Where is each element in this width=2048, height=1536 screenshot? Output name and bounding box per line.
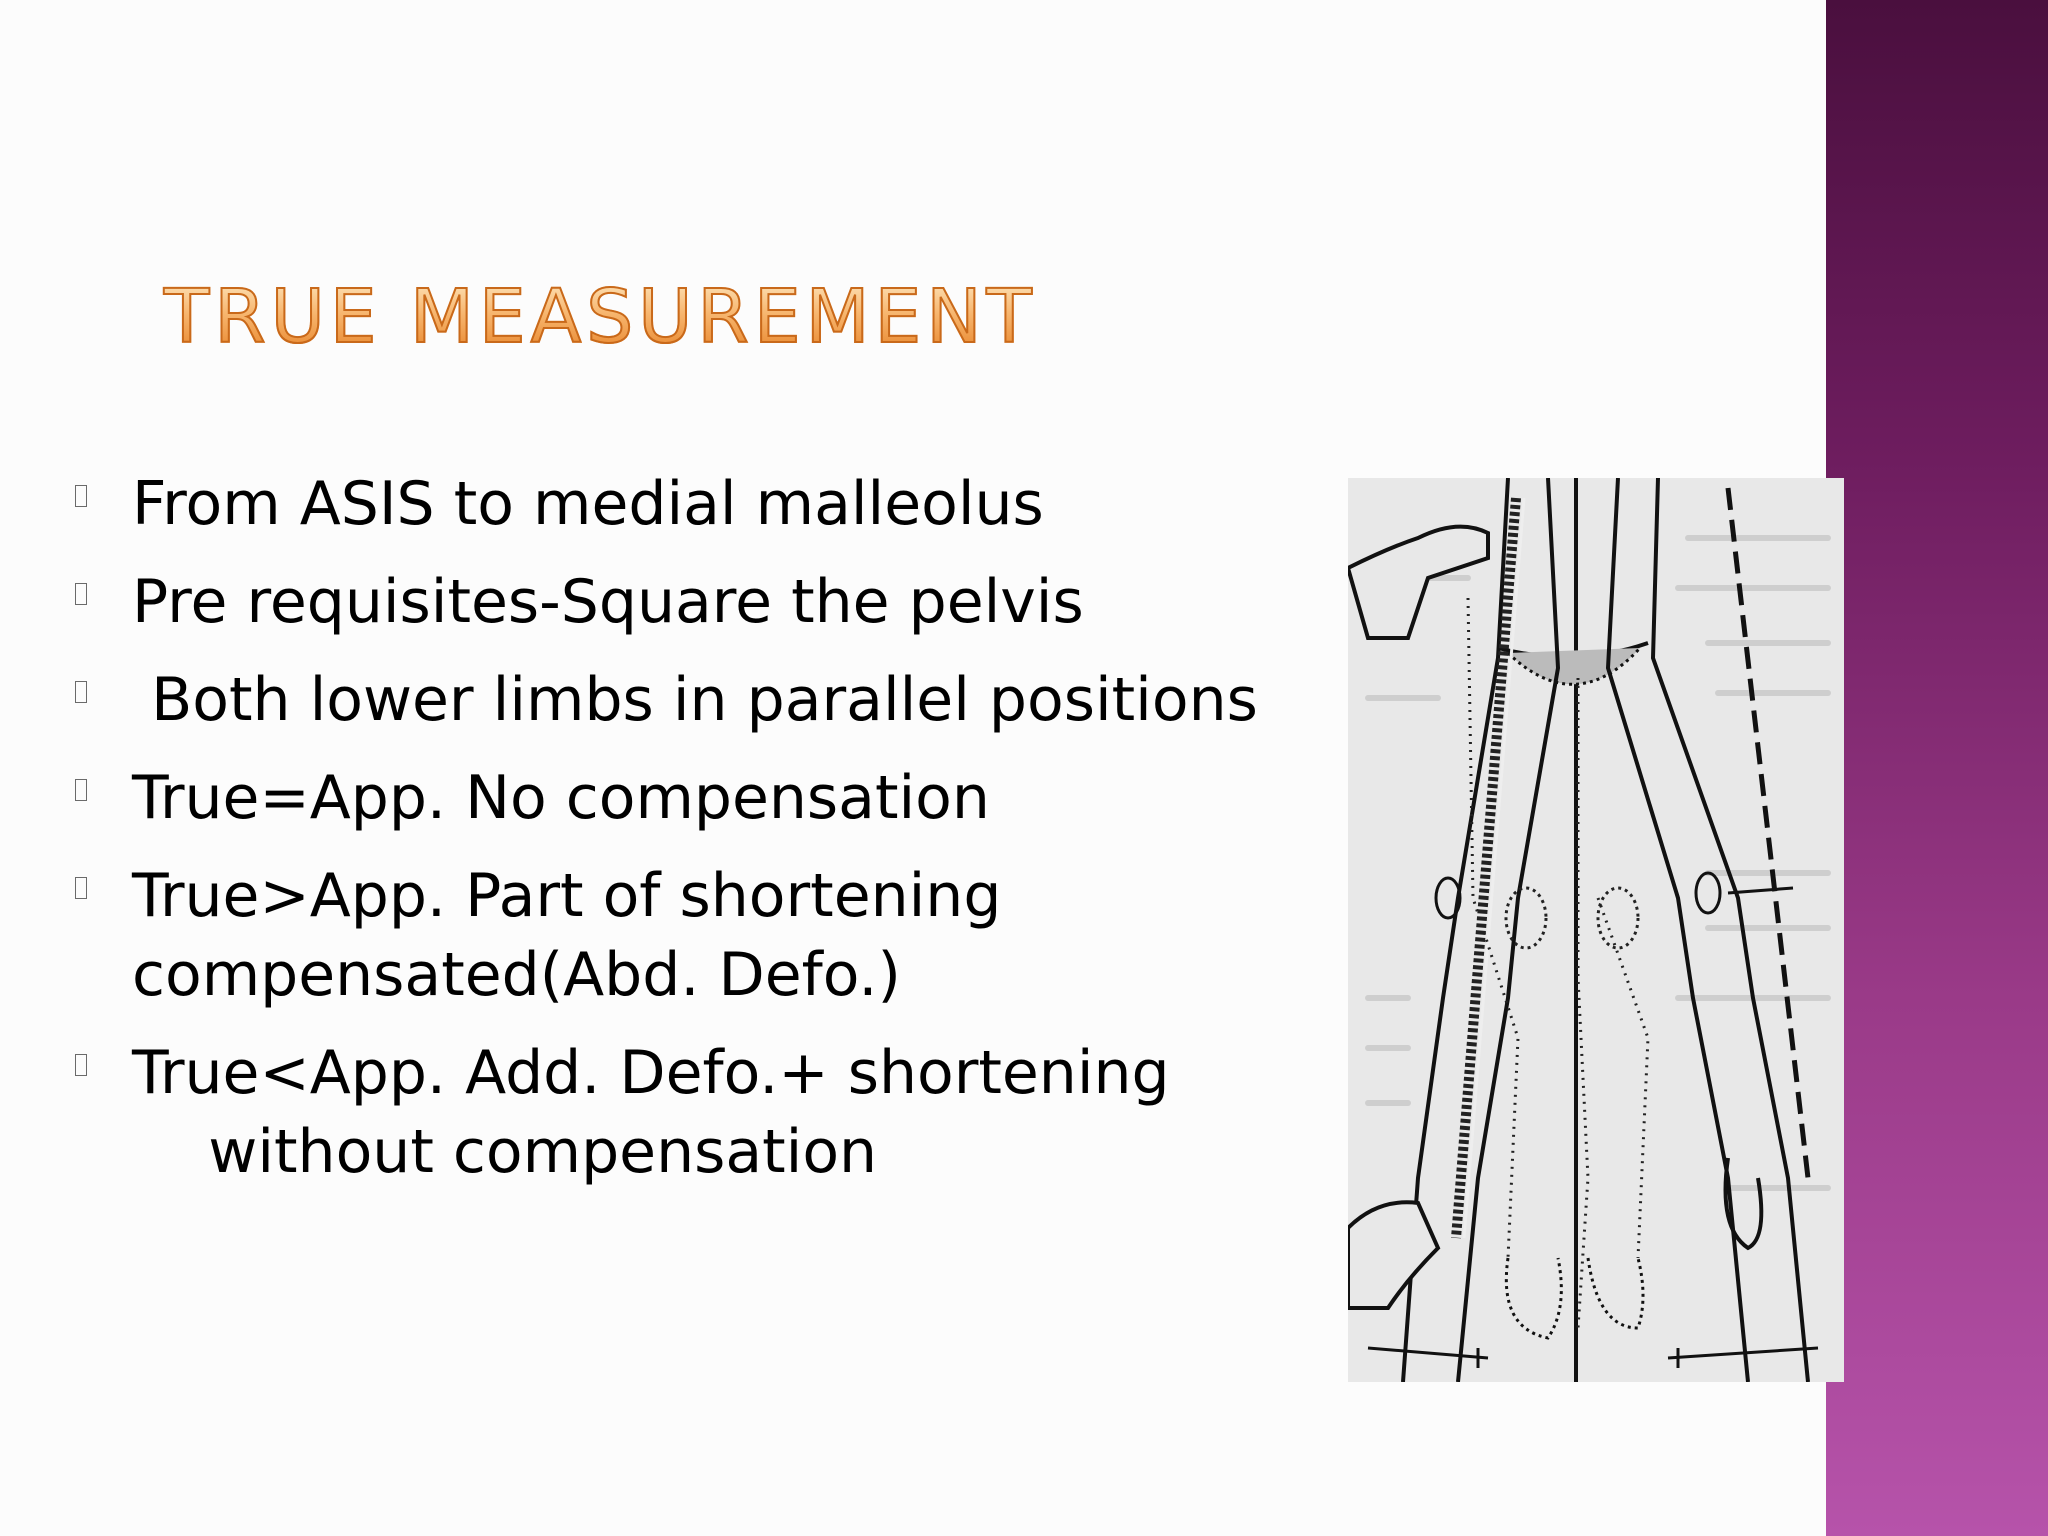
bullet-item [68, 661, 1318, 740]
bullet-marker-icon [75, 1054, 87, 1076]
bullet-marker-icon [75, 877, 87, 899]
bullet-item [68, 465, 1318, 544]
bullet-item [68, 759, 1318, 838]
bullet-text: True=App. No compensation [132, 763, 990, 833]
bullet-marker-icon [75, 681, 87, 703]
decorative-sidebar [1826, 0, 2048, 1536]
bullet-marker-icon [75, 583, 87, 605]
slide-title: TRUE MEASUREMENT [164, 274, 1037, 360]
bullet-text: True>App. Part of shortening compensated(Abd. Defo.) [132, 861, 1002, 1010]
bullet-text: From ASIS to medial malleolus [132, 469, 1044, 539]
bullet-marker-icon [75, 485, 87, 507]
bullet-item [68, 1034, 1318, 1192]
bullet-list [68, 465, 1318, 1211]
bullet-text: True<App. Add. Defo.+ shortening without compensation [132, 1038, 1170, 1187]
lower-limbs-measurement-illustration [1348, 478, 1844, 1382]
bullet-marker-icon [75, 779, 87, 801]
bullet-item [68, 857, 1318, 1015]
bullet-text: Both lower limbs in parallel positions [132, 665, 1258, 735]
bullet-text: Pre requisites-Square the pelvis [132, 567, 1084, 637]
bullet-item [68, 563, 1318, 642]
